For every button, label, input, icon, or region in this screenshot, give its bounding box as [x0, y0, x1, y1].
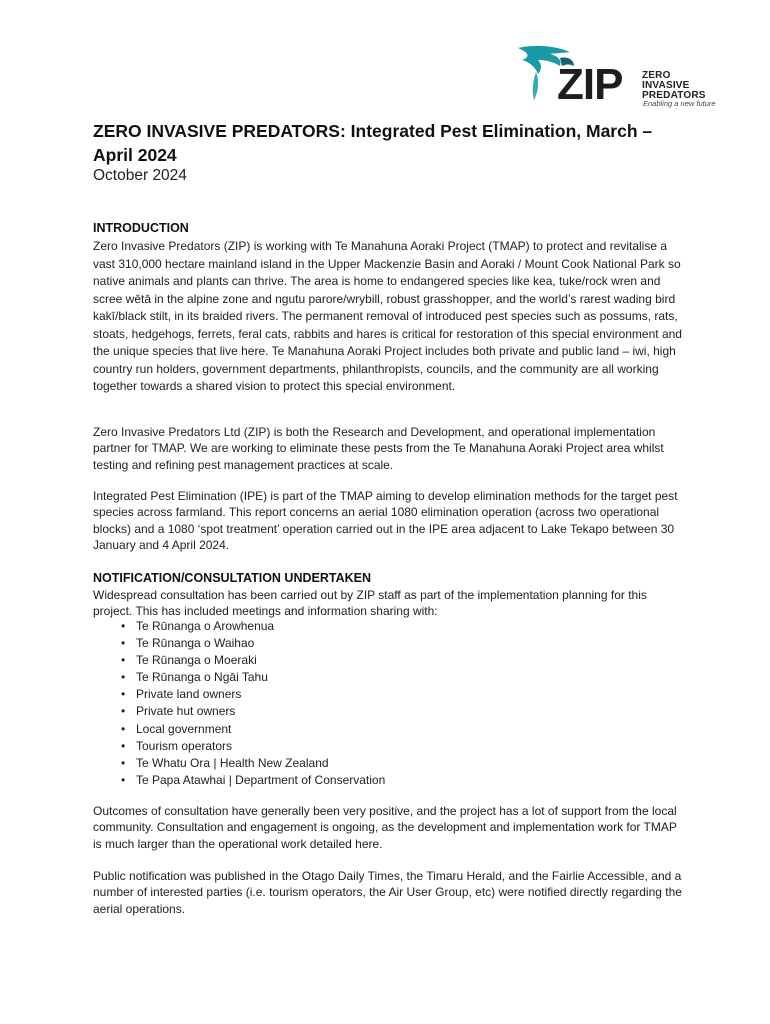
document-title: ZERO INVASIVE PREDATORS: Integrated Pest Elimination, March – April 2024 [93, 121, 653, 165]
consultation-paragraph-1: Widespread consultation has been carried out by ZIP staff as part of the implementation planning for this project. This has included meetings and information sharing with: [93, 588, 647, 619]
list-item: • Local government [121, 721, 385, 738]
list-item: • Tourism operators [121, 738, 385, 755]
document-date: October 2024 [93, 167, 187, 184]
consultation-paragraph-2: Outcomes of consultation have generally been very positive, and the project has a lot of support from the local community. Consultation and engagement is ongoing, as the development and implementation work for TMAP is much larger than the operational work detailed here. [93, 804, 677, 851]
list-item: • Te Rūnanga o Arowhenua [121, 618, 385, 635]
logo-line-1: ZERO [642, 70, 671, 81]
consultation-heading: NOTIFICATION/CONSULTATION UNDERTAKEN [93, 571, 371, 585]
logo-line-3: PREDATORS [642, 90, 706, 101]
list-item: • Te Papa Atawhai | Department of Conservation [121, 772, 385, 789]
introduction-paragraph-1: Zero Invasive Predators (ZIP) is working with Te Manahuna Aoraki Project (TMAP) to protect and revitalise a vast 310,000 hectare mainland island in the Upper Mackenzie Basin and Aoraki / Mount Cook National Park so native animals and plants can thrive. The area is home to endangered species like kea, tuke/rock wren and scree wētā in the alpine zone and ngutu parore/wrybill, robust grasshopper, and the world’s rarest wading bird kakī/black stilt, in its braided rivers. The permanent removal of introduced pest species such as possums, rats, stoats, hedgehogs, ferrets, feral cats, rabbits and hares is critical for restoration of this special environment and the unique species that live here. Te Manahuna Aoraki Project includes both private and public land – iwi, high country run holders, government departments, philanthropists, councils, and the community are all working together towards a shared vision to protect this special environment. [93, 239, 682, 393]
consultation-paragraph-3: Public notification was published in the Otago Daily Times, the Timaru Herald, and the Fairlie Accessible, and a number of interested parties (i.e. tourism operators, the Air User Group, etc) were notified directly regarding the aerial operations. [93, 869, 682, 916]
list-item: • Te Rūnanga o Waihao [121, 635, 385, 652]
logo-line-2: INVASIVE [642, 80, 690, 91]
logo-zip-word: ZIP [557, 60, 623, 109]
list-item: • Private land owners [121, 686, 385, 703]
list-item: • Te Rūnanga o Ngāi Tahu [121, 669, 385, 686]
list-item: • Private hut owners [121, 703, 385, 720]
zip-logo [516, 44, 722, 114]
introduction-paragraph-2: Zero Invasive Predators Ltd (ZIP) is both the Research and Development, and operational implementation partner for TMAP. We are working to eliminate these pests from the Te Manahuna Aoraki Project area whilst testing and refining pest management practices at scale. [93, 425, 664, 472]
logo-name-block [642, 71, 706, 101]
introduction-paragraph-3: Integrated Pest Elimination (IPE) is part of the TMAP aiming to develop elimination methods for the target pest species across farmland. This report concerns an aerial 1080 elimination operation (across two operational blocks) and a 1080 ‘spot treatment’ operation carried out in the IPE area adjacent to Lake Tekapo between 30 January and 4 April 2024. [93, 489, 678, 552]
list-item: • Te Whatu Ora | Health New Zealand [121, 755, 385, 772]
list-item: • Te Rūnanga o Moeraki [121, 652, 385, 669]
introduction-heading: INTRODUCTION [93, 221, 189, 235]
consultation-list [121, 618, 385, 789]
logo-tagline: Enabling a new future [643, 99, 716, 108]
